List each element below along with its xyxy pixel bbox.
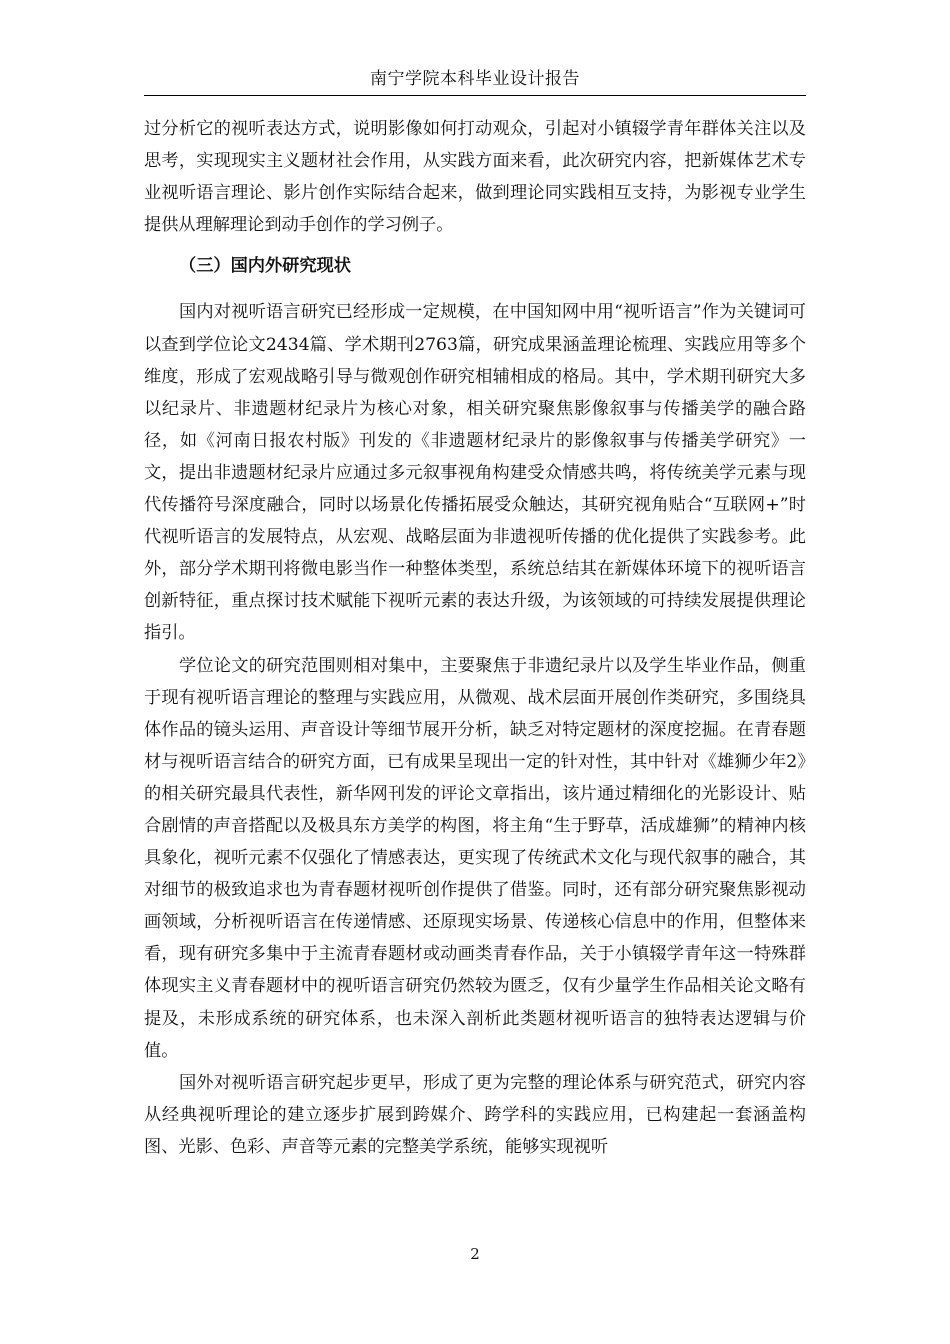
paragraph-thesis-research: 学位论文的研究范围则相对集中，主要聚焦于非遗纪录片以及学生毕业作品，侧重于现有视听语言理论的整理与实践应用，从微观、战术层面开展创作类研究，多围绕具体作品的镜头运用、声音设计等细节展开分析，缺乏对特定题材的深度挖掘。在青春题材与视听语言结合的研究方面，已有成果呈现出一定的针对性，其中针对《雄狮少年2》的相关研究最具代表性，新华网刊发的评论文章指出，该片通过精细化的光影设计、贴合剧情的声音搭配以及极具东方美学的构图，将主角“生于野草，活成雄狮”的精神内核具象化，视听元素不仅强化了情感表达，更实现了传统武术文化与现代叙事的融合，其对细节的极致追求也为青春题材视听创作提供了借鉴。同时，还有部分研究聚焦影视动画领域，分析视听语言在传递情感、还原现实场景、传递核心信息中的作用，但整体来看，现有研究多集中于主流青春题材或动画类青春作品，关于小镇辍学青年这一特殊群体现实主义青春题材中的视听语言研究仍然较为匮乏，仅有少量学生作品相关论文略有提及，未形成系统的研究体系，也未深入剖析此类题材视听语言的独特表达逻辑与价值。 — [144, 655, 806, 1061]
page-body — [144, 113, 806, 1163]
paragraph-continued: 过分析它的视听表达方式，说明影像如何打动观众，引起对小镇辍学青年群体关注以及思考，实现现实主义题材社会作用，从实践方面来看，此次研究内容，把新媒体艺术专业视听语言理论、影片创作实际结合起来，做到理论同实践相互支持，为影视专业学生提供从理解理论到动手创作的学习例子。 — [144, 119, 806, 236]
section-heading: （三）国内外研究现状 — [179, 256, 351, 277]
running-header: 南宁学院本科毕业设计报告 — [370, 69, 580, 89]
page-number: 2 — [470, 1245, 480, 1263]
paragraph-foreign-research: 国外对视听语言研究起步更早，形成了更为完整的理论体系与研究范式，研究内容从经典视听理论的建立逐步扩展到跨媒介、跨学科的实践应用，已构建起一套涵盖构图、光影、色彩、声音等元素的完整美学系统，能够实现视听 — [144, 1072, 806, 1157]
header-divider — [144, 95, 806, 96]
paragraph-domestic-research: 国内对视听语言研究已经形成一定规模，在中国知网中用“视听语言”作为关键词可以查到学位论文2434篇、学术期刊2763篇，研究成果涵盖理论梳理、实践应用等多个维度，形成了宏观战略引导与微观创作研究相辅相成的格局。其中，学术期刊研究大多以纪录片、非遗题材纪录片为核心对象，相关研究聚焦影像叙事与传播美学的融合路径，如《河南日报农村版》刊发的《非遗题材纪录片的影像叙事与传播美学研究》一文，提出非遗题材纪录片应通过多元叙事视角构建受众情感共鸣，将传统美学元素与现代传播符号深度融合，同时以场景化传播拓展受众触达，其研究视角贴合“互联网+”时代视听语言的发展特点，从宏观、战略层面为非遗视听传播的优化提供了实践参考。此外，部分学术期刊将微电影当作一种整体类型，系统总结其在新媒体环境下的视听语言创新特征，重点探讨技术赋能下视听元素的表达升级，为该领域的可持续发展提供理论指引。 — [144, 302, 806, 644]
